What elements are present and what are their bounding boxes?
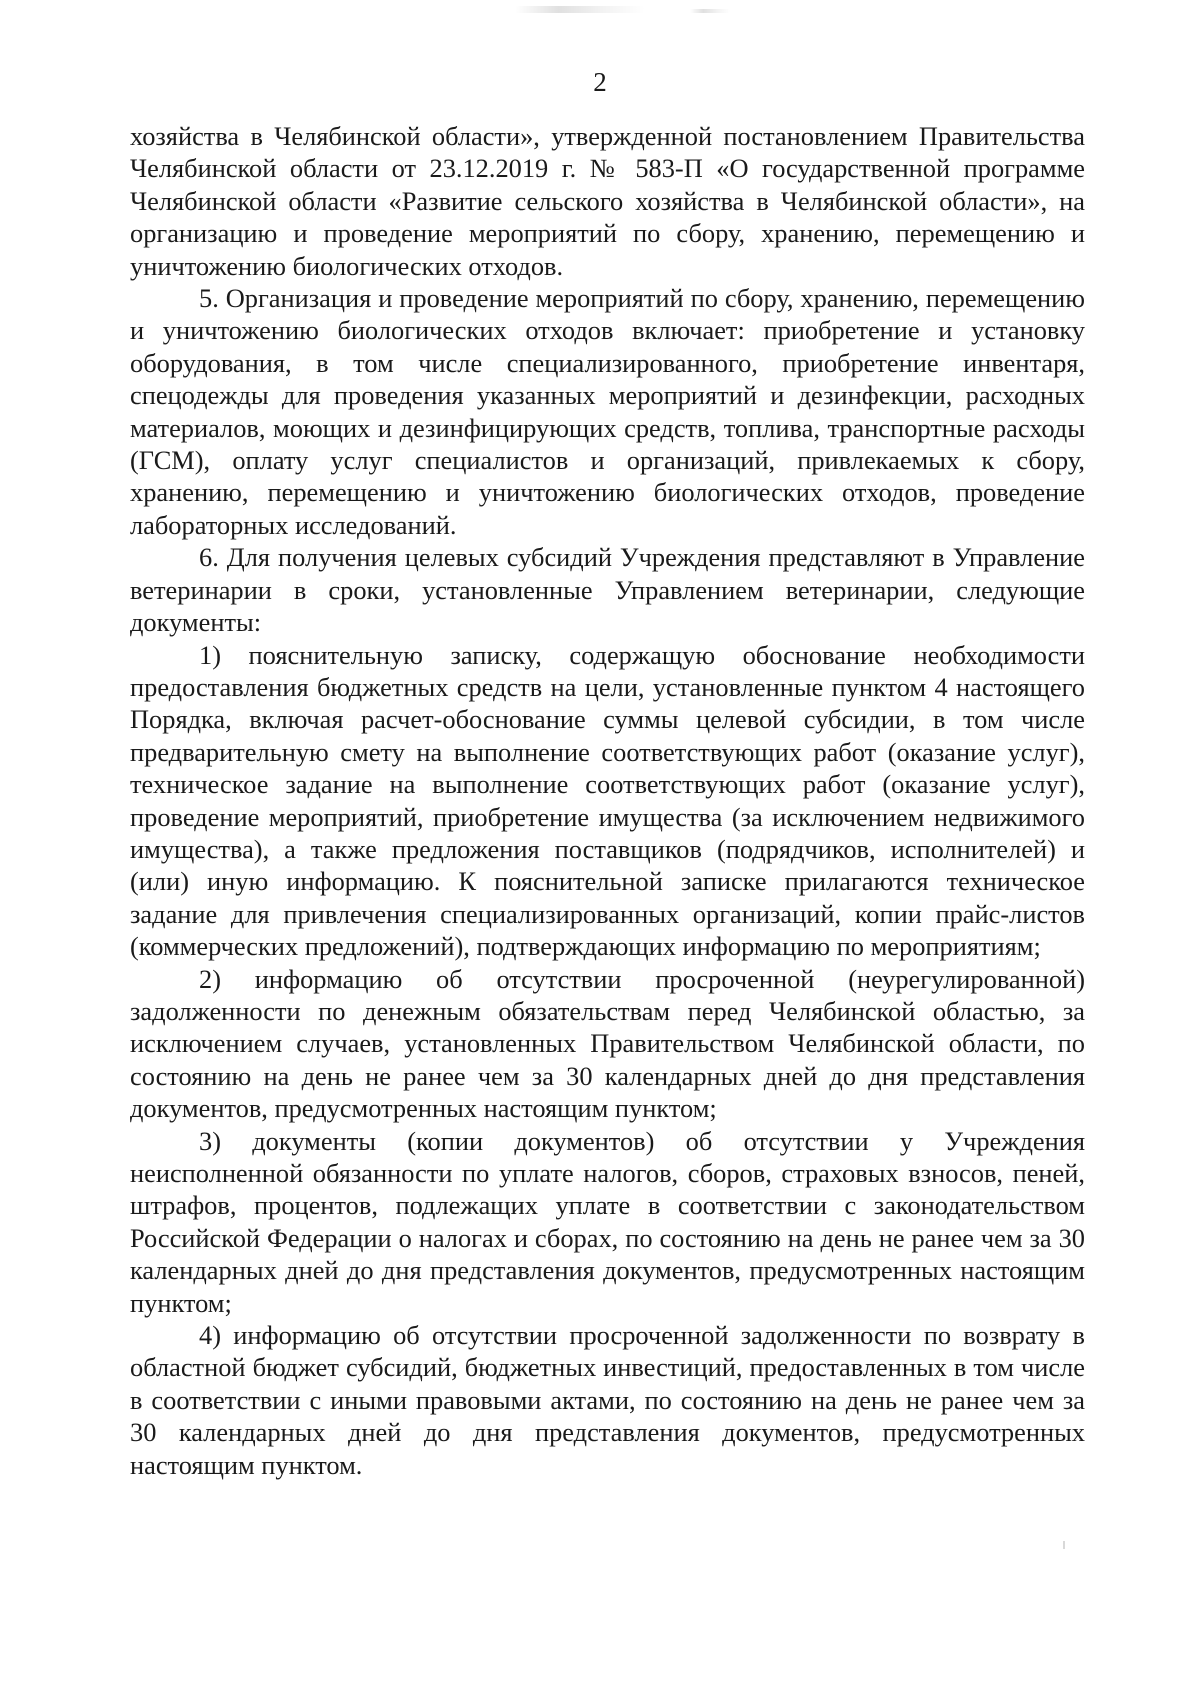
subitem-6-2: 2) информацию об отсутствии просроченной (неурегулированной) задолженности по денежным обязательствам перед Челябинской областью, за исключением случаев, установленных Правительством Челябинской области, по состоянию на день не ранее чем за 30 календарных дней до дня представления документов, предусмотренных настоящим пунктом; [130,963,1085,1124]
subitem-6-4: 4) информацию об отсутствии просроченной задолженности по возврату в областной бюджет субсидий, бюджетных инвестиций, предоставленных в том числе в соответствии с иными правовыми актами, по состоянию на день не ранее чем за 30 календарных дней до дня представления документов, предусмотренных настоящим пунктом. [130,1320,1085,1480]
paragraph-continuation: хозяйства в Челябинской области», утвержденной постановлением Правительства Челябинской области от 23.12.2019 г. № 583-П «О государственной программе Челябинской области «Развитие сельского хозяйства в Челябинской области», на организацию и проведение мероприятий по сбору, хранению, перемещению и уничтожению биологических отходов. [130,121,1085,281]
paragraph-item-5: 5. Организация и проведение мероприятий по сбору, хранению, перемещению и уничтожению биологических отходов включает: приобретение и установку оборудования, в том числе специализированного, приобретение инвентаря, спецодежды для проведения указанных мероприятий и дезинфекции, расходных материалов, моющих и дезинфицирующих средств, топлива, транспортные расходы (ГСМ), оплату услуг специалистов и организаций, привлекаемых к сбору, хранению, перемещению и уничтожению биологических отходов, проведение лабораторных исследований. [130,283,1085,540]
subitem-6-3: 3) документы (копии документов) об отсутствии у Учреждения неисполненной обязанности по уплате налогов, сборов, страховых взносов, пеней, штрафов, процентов, подлежащих уплате в соответствии с законодательством Российской Федерации о налогах и сборах, по состоянию на день не ранее чем за 30 календарных дней до дня представления документов, предусмотренных настоящим пунктом; [130,1125,1085,1318]
scan-artifact [690,9,730,13]
scan-artifact [515,6,645,13]
paragraph-item-6: 6. Для получения целевых субсидий Учреждения представляют в Управление ветеринарии в сроки, установленные Управлением ветеринарии, следующие документы: [130,542,1085,638]
subitem-6-1: 1) пояснительную записку, содержащую обоснование необходимости предоставления бюджетных средств на цели, установленные пунктом 4 настоящего Порядка, включая расчет-обоснование суммы целевой субсидии, в том числе предварительную смету на выполнение соответствующих работ (оказание услуг), техническое задание на выполнение соответствующих работ (оказание услуг), проведение мероприятий, приобретение имущества (за исключением недвижимого имущества), а также предложения поставщиков (подрядчиков, исполнителей) и (или) иную информацию. К пояснительной записке прилагаются техническое задание для привлечения специализированных организаций, копии прайс-листов (коммерческих предложений), подтверждающих информацию по мероприятиям; [130,639,1085,962]
document-body [130,120,1085,1481]
scan-artifact [1063,1541,1065,1549]
page-number: 2 [593,67,607,97]
